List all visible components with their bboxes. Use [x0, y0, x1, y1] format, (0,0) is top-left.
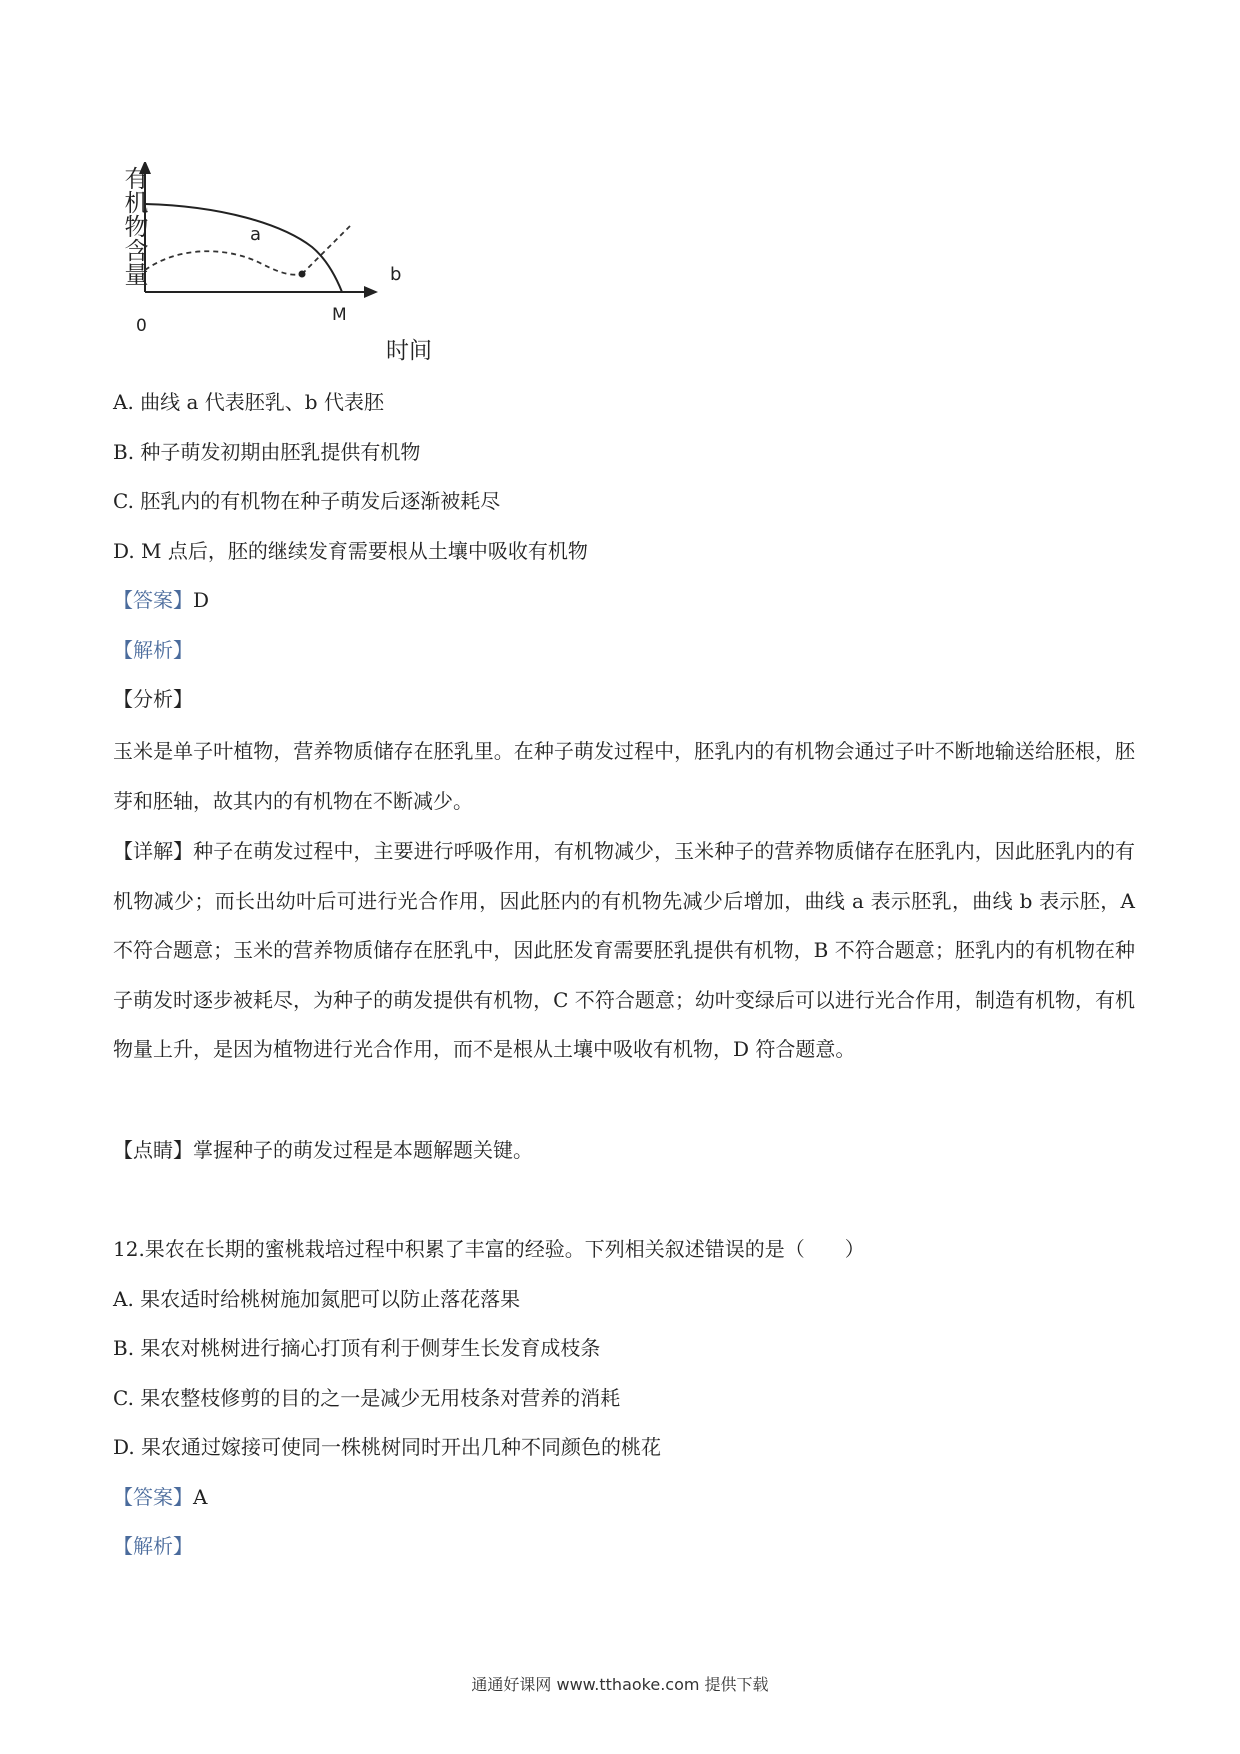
q12-option-b: B. 果农对桃树进行摘心打顶有利于侧芽生长发育成枝条 [113, 1336, 601, 1360]
q11-dianjing-tag: 【点睛】 [113, 1138, 193, 1162]
q11-detail-text: 种子在萌发过程中，主要进行呼吸作用，有机物减少，玉米种子的营养物质储存在胚乳内，因此胚乳内的有机物减少；而长出幼叶后可进行光合作用，因此胚内的有机物先减少后增加，曲线 a 表示胚乳，曲线 b 表示胚，A 不符合题意；玉米的营养物质储存在胚乳中，因此胚发育需要胚乳提供有机物，B 不符合题意；胚乳内的有机物在种子萌发时逐步被耗尽，为种子的萌发提供有机物，C 不符合题意；幼叶变绿后可以进行光合作用，制造有机物，有机物量上升，是因为植物进行光合作用，而不是根从土壤中吸收有机物，D 符合题意。 [113, 839, 1136, 1061]
curve-b [145, 251, 302, 274]
q11-option-a: A. 曲线 a 代表胚乳、b 代表胚 [113, 390, 384, 414]
origin-label: 0 [136, 316, 147, 336]
q11-dianjing-text: 掌握种子的萌发过程是本题解题关键。 [193, 1138, 533, 1162]
q11-answer-line [113, 575, 1133, 625]
curve-a [145, 204, 342, 292]
point-m [299, 271, 306, 278]
x-axis-label: 时间 [386, 338, 432, 364]
q12-answer-line [113, 1472, 1133, 1522]
page-footer: 通通好课网 www.tthaoke.com 提供下载 [471, 1675, 769, 1694]
point-m-label: M [332, 305, 347, 325]
q12-analysis-label: 【解析】 [113, 1534, 193, 1558]
q12-option-c: C. 果农整枝修剪的目的之一是减少无用枝条对营养的消耗 [113, 1386, 621, 1410]
q11-analysis-tag [113, 625, 1133, 675]
q11-dianjing [113, 1125, 1133, 1175]
q11-option-d: D. M 点后，胚的继续发育需要根从土壤中吸收有机物 [113, 539, 588, 563]
curve-a-label: a [250, 224, 262, 245]
q11-analysis-label: 【解析】 [113, 638, 193, 662]
q12-answer-tag: 【答案】 [113, 1485, 193, 1509]
q12-option-a: A. 果农适时给桃树施加氮肥可以防止落花落果 [113, 1287, 521, 1311]
q11-option-c: C. 胚乳内的有机物在种子萌发后逐渐被耗尽 [113, 489, 501, 513]
q11-option-b: B. 种子萌发初期由胚乳提供有机物 [113, 440, 421, 464]
organic-content-figure [112, 162, 452, 362]
q11-detail-tag: 【详解】 [113, 839, 194, 863]
q11-fenxi-text: 玉米是单子叶植物，营养物质储存在胚乳里。在种子萌发过程中，胚乳内的有机物会通过子叶不断地输送给胚根，胚芽和胚轴，故其内的有机物在不断减少。 [113, 739, 1135, 813]
curve-b-label: b [390, 264, 402, 285]
q11-fenxi-tag: 【分析】 [113, 687, 193, 711]
q12-option-d: D. 果农通过嫁接可使同一株桃树同时开出几种不同颜色的桃花 [113, 1435, 662, 1459]
q12-analysis-tag [113, 1521, 1133, 1571]
x-axis-arrow [364, 286, 378, 298]
q11-detail [113, 827, 1135, 1075]
q11-answer-tag: 【答案】 [113, 588, 193, 612]
q11-answer: D [193, 588, 210, 612]
q12-answer: A [193, 1485, 208, 1509]
curve-b-rise [302, 226, 350, 274]
q12-stem: 12.果农在长期的蜜桃栽培过程中积累了丰富的经验。下列相关叙述错误的是（ ） [113, 1237, 865, 1261]
y-axis-label: 有机物含量 [120, 166, 148, 286]
